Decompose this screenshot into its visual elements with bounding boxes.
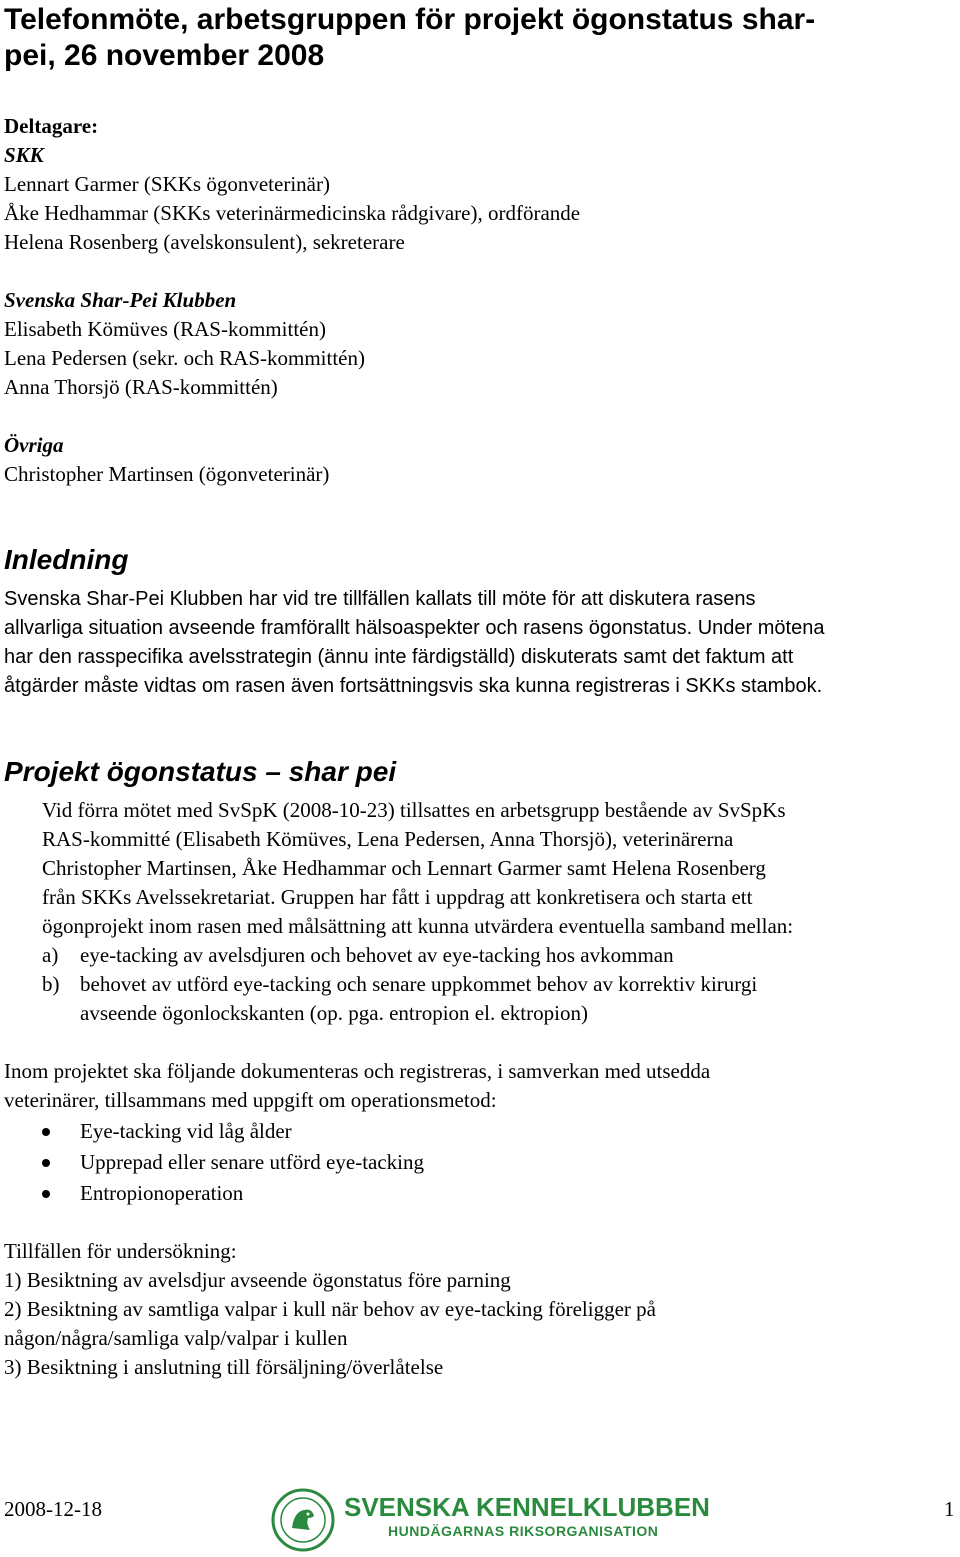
document-title-line-2: pei, 26 november 2008 — [4, 39, 325, 72]
project-line: Christopher Martinsen, Åke Hedhammar och Lennart Garmer samt Helena Rosenberg — [42, 856, 766, 880]
project-line: från SKKs Avelssekretariat. Gruppen har fått i uppdrag att konkretisera och starta ett — [42, 885, 753, 909]
participant: Anna Thorsjö (RAS-kommittén) — [4, 375, 278, 399]
documentation-line: veterinärer, tillsammans med uppgift om operationsmetod: — [4, 1088, 497, 1112]
intro-line: åtgärder måste vidtas om rasen även fortsättningsvis ska kunna registreras i SKKs stambok. — [4, 675, 823, 697]
bullet-icon — [42, 1190, 50, 1198]
bullet-item: Upprepad eller senare utförd eye-tacking — [80, 1150, 424, 1174]
project-heading: Projekt ögonstatus – shar pei — [4, 756, 397, 787]
participants-heading: Deltagare: — [4, 114, 99, 138]
participant: Christopher Martinsen (ögonveterinär) — [4, 462, 330, 486]
occasions-heading: Tillfällen för undersökning: — [4, 1239, 237, 1263]
logo-tagline: HUNDÄGARNAS RIKSORGANISATION — [388, 1523, 659, 1539]
list-item-continuation: avseende ögonlockskanten (op. pga. entropion el. ektropion) — [80, 1001, 588, 1025]
project-line: ögonprojekt inom rasen med målsättning att kunna utvärdera eventuella samband mellan: — [42, 914, 794, 938]
participant: Åke Hedhammar (SKKs veterinärmedicinska rådgivare), ordförande — [4, 201, 581, 225]
project-line: Vid förra mötet med SvSpK (2008-10-23) tillsattes en arbetsgrupp bestående av SvSpKs — [42, 798, 786, 822]
list-item: eye-tacking av avelsdjuren och behovet av eye-tacking hos avkomman — [80, 943, 674, 967]
occasion-line: 2) Besiktning av samtliga valpar i kull när behov av eye-tacking föreligger på — [4, 1297, 656, 1321]
document-title-line-1: Telefonmöte, arbetsgruppen för projekt ögonstatus shar- — [4, 3, 816, 36]
list-item: behovet av utförd eye-tacking och senare uppkommet behov av korrektiv kirurgi — [80, 972, 758, 996]
logo-name: SVENSKA KENNELKLUBBEN — [344, 1492, 710, 1522]
participant: Lena Pedersen (sekr. och RAS-kommittén) — [4, 346, 365, 370]
kennel-club-emblem-icon — [268, 1488, 338, 1552]
occasion-line: 1) Besiktning av avelsdjur avseende ögonstatus före parning — [4, 1268, 511, 1292]
bullet-item: Entropionoperation — [80, 1181, 244, 1205]
intro-line: har den rasspecifika avelsstrategin (ännu inte färdigställd) diskuterats samt det faktum att — [4, 646, 794, 668]
group-name-other: Övriga — [4, 433, 64, 457]
occasion-line: 3) Besiktning i anslutning till försäljning/överlåtelse — [4, 1355, 444, 1379]
intro-heading: Inledning — [4, 544, 129, 575]
list-marker: b) — [42, 972, 60, 996]
participant: Lennart Garmer (SKKs ögonveterinär) — [4, 172, 330, 196]
occasion-line: någon/några/samliga valp/valpar i kullen — [4, 1326, 348, 1350]
documentation-line: Inom projektet ska följande dokumenteras och registreras, i samverkan med utsedda — [4, 1059, 711, 1083]
group-name-club: Svenska Shar-Pei Klubben — [4, 288, 237, 312]
project-line: RAS-kommitté (Elisabeth Kömüves, Lena Pedersen, Anna Thorsjö), veterinärerna — [42, 827, 734, 851]
bullet-item: Eye-tacking vid låg ålder — [80, 1119, 292, 1143]
participant: Helena Rosenberg (avelskonsulent), sekreterare — [4, 230, 405, 254]
participant: Elisabeth Kömüves (RAS-kommittén) — [4, 317, 326, 341]
page-number: 1 — [944, 1497, 955, 1521]
intro-line: allvarliga situation avseende framförallt hälsoaspekter och rasens ögonstatus. Under mötena — [4, 617, 825, 639]
group-name-skk: SKK — [4, 143, 44, 167]
bullet-icon — [42, 1159, 50, 1167]
list-marker: a) — [42, 943, 59, 967]
bullet-icon — [42, 1128, 50, 1136]
footer-date: 2008-12-18 — [4, 1497, 102, 1521]
intro-line: Svenska Shar-Pei Klubben har vid tre tillfällen kallats till möte för att diskutera rasens — [4, 588, 756, 610]
